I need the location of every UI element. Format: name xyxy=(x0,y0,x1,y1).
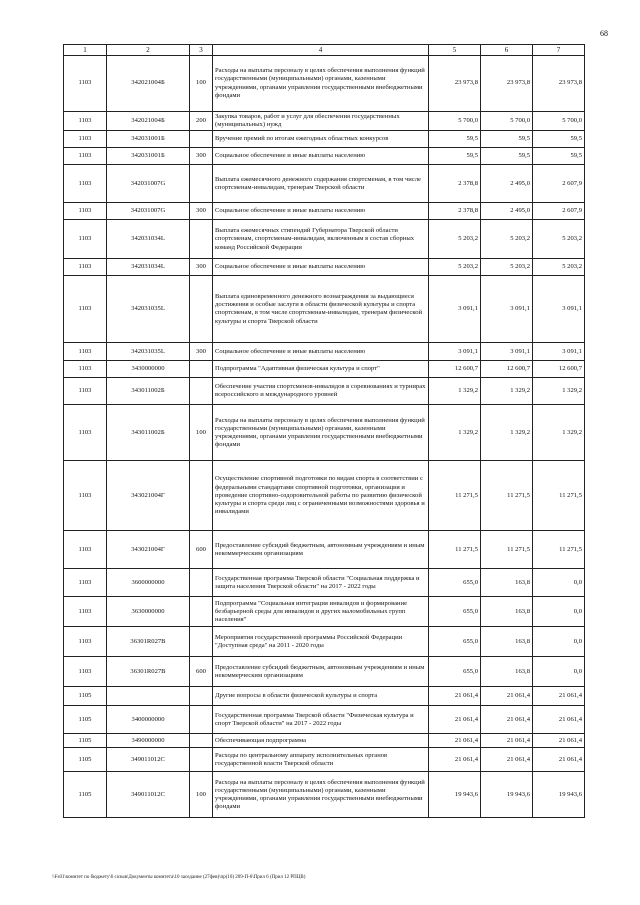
expense-type-cell xyxy=(190,378,213,405)
item-name-cell: Расходы по центральному аппарату исполнительных органов государственной власти Тверской области xyxy=(213,748,429,772)
expense-type-cell xyxy=(190,597,213,627)
table-row xyxy=(64,461,585,531)
amount-col5-cell: 655,0 xyxy=(429,657,481,687)
item-name-cell: Расходы на выплаты персоналу в целях обеспечения выполнения функций государственными (муниципальными) органами, казенными учреждениями, органами управления государственными внебюджетными фондами xyxy=(213,405,429,461)
table-row xyxy=(64,259,585,276)
section-cell: 1103 xyxy=(64,220,107,259)
article-cell: 36301R027В xyxy=(107,627,190,657)
article-cell: 3490000000 xyxy=(107,734,190,748)
table-row xyxy=(64,361,585,378)
article-cell: 36301R027В xyxy=(107,657,190,687)
column-header: 5 xyxy=(429,45,481,56)
page-number: 68 xyxy=(600,29,608,38)
amount-col5-cell: 2 378,8 xyxy=(429,203,481,220)
article-cell xyxy=(107,687,190,706)
amount-col7-cell: 21 061,4 xyxy=(533,734,585,748)
expense-type-cell: 300 xyxy=(190,343,213,361)
expense-type-cell xyxy=(190,627,213,657)
item-name-cell: Подпрограмма "Адаптивная физическая культура и спорт" xyxy=(213,361,429,378)
amount-col7-cell: 1 329,2 xyxy=(533,378,585,405)
amount-col7-cell: 59,5 xyxy=(533,148,585,165)
table-row xyxy=(64,203,585,220)
amount-col5-cell: 1 329,2 xyxy=(429,378,481,405)
amount-col6-cell: 23 973,8 xyxy=(481,56,533,112)
amount-col7-cell: 1 329,2 xyxy=(533,405,585,461)
amount-col7-cell: 0,0 xyxy=(533,597,585,627)
section-cell: 1103 xyxy=(64,165,107,203)
expense-type-cell xyxy=(190,687,213,706)
expense-type-cell xyxy=(190,461,213,531)
amount-col7-cell: 11 271,5 xyxy=(533,461,585,531)
expense-type-cell: 300 xyxy=(190,203,213,220)
item-name-cell: Предоставление субсидий бюджетным, автономным учреждениям и иным некоммерческим организациям xyxy=(213,531,429,569)
table-row xyxy=(64,597,585,627)
article-cell: 343011002Б xyxy=(107,405,190,461)
section-cell: 1103 xyxy=(64,112,107,131)
amount-col7-cell: 23 973,8 xyxy=(533,56,585,112)
article-cell: 3430000000 xyxy=(107,361,190,378)
table-row xyxy=(64,343,585,361)
amount-col6-cell: 1 329,2 xyxy=(481,405,533,461)
amount-col7-cell: 19 943,6 xyxy=(533,772,585,818)
section-cell: 1103 xyxy=(64,148,107,165)
amount-col5-cell: 5 203,2 xyxy=(429,259,481,276)
article-cell: 343021004Г xyxy=(107,461,190,531)
expense-type-cell xyxy=(190,361,213,378)
article-cell: 349011012С xyxy=(107,772,190,818)
amount-col5-cell: 655,0 xyxy=(429,627,481,657)
expense-type-cell xyxy=(190,220,213,259)
amount-col7-cell: 21 061,4 xyxy=(533,687,585,706)
section-cell: 1103 xyxy=(64,259,107,276)
expense-type-cell: 300 xyxy=(190,259,213,276)
amount-col6-cell: 11 271,5 xyxy=(481,461,533,531)
amount-col6-cell: 19 943,6 xyxy=(481,772,533,818)
table-row xyxy=(64,687,585,706)
amount-col5-cell: 21 061,4 xyxy=(429,748,481,772)
article-cell: 342021004Б xyxy=(107,112,190,131)
item-name-cell: Социальное обеспечение и иные выплаты населению xyxy=(213,148,429,165)
expense-type-cell xyxy=(190,165,213,203)
expense-type-cell: 100 xyxy=(190,772,213,818)
amount-col6-cell: 12 600,7 xyxy=(481,361,533,378)
article-cell: 343021004Г xyxy=(107,531,190,569)
section-cell: 1105 xyxy=(64,734,107,748)
expense-type-cell xyxy=(190,734,213,748)
amount-col6-cell: 1 329,2 xyxy=(481,378,533,405)
amount-col7-cell: 11 271,5 xyxy=(533,531,585,569)
amount-col6-cell: 2 495,0 xyxy=(481,165,533,203)
amount-col7-cell: 5 700,0 xyxy=(533,112,585,131)
table-row xyxy=(64,112,585,131)
section-cell: 1103 xyxy=(64,56,107,112)
expense-type-cell xyxy=(190,569,213,597)
amount-col5-cell: 21 061,4 xyxy=(429,706,481,734)
article-cell: 342031034L xyxy=(107,220,190,259)
amount-col6-cell: 5 203,2 xyxy=(481,220,533,259)
table-row xyxy=(64,56,585,112)
amount-col6-cell: 163,8 xyxy=(481,657,533,687)
amount-col6-cell: 5 203,2 xyxy=(481,259,533,276)
section-cell: 1103 xyxy=(64,405,107,461)
item-name-cell: Расходы на выплаты персоналу в целях обеспечения выполнения функций государственными (муниципальными) органами, казенными учреждениями, органами управления государственными внебюджетными фондами xyxy=(213,772,429,818)
table-row xyxy=(64,706,585,734)
item-name-cell: Социальное обеспечение и иные выплаты населению xyxy=(213,259,429,276)
table-row xyxy=(64,405,585,461)
amount-col7-cell: 21 061,4 xyxy=(533,706,585,734)
amount-col6-cell: 163,8 xyxy=(481,627,533,657)
budget-table xyxy=(63,44,585,818)
article-cell: 342031001Б xyxy=(107,148,190,165)
article-cell: 3600000000 xyxy=(107,569,190,597)
amount-col6-cell: 3 091,1 xyxy=(481,343,533,361)
amount-col5-cell: 21 061,4 xyxy=(429,734,481,748)
amount-col5-cell: 3 091,1 xyxy=(429,276,481,343)
article-cell: 3400000000 xyxy=(107,706,190,734)
amount-col7-cell: 3 091,1 xyxy=(533,343,585,361)
item-name-cell: Обеспечение участия спортсменов-инвалидов в соревнованиях и турнирах всероссийского и международного уровней xyxy=(213,378,429,405)
column-header: 2 xyxy=(107,45,190,56)
section-cell: 1105 xyxy=(64,706,107,734)
expense-type-cell: 600 xyxy=(190,531,213,569)
item-name-cell: Мероприятия государственной программы Российской Федерации "Доступная среда" на 2011 - 2020 годы xyxy=(213,627,429,657)
section-cell: 1103 xyxy=(64,569,107,597)
expense-type-cell: 100 xyxy=(190,56,213,112)
article-cell: 349011012С xyxy=(107,748,190,772)
article-cell: 3630000000 xyxy=(107,597,190,627)
item-name-cell: Осуществление спортивной подготовки по видам спорта в соответствии с федеральными стандартами спортивной подготовки, организация и проведение спортивно-оздоровительной работы по развитию физической культуры и спорта среди лиц с ограниченными возможностями здоровья и инвалидами xyxy=(213,461,429,531)
amount-col6-cell: 163,8 xyxy=(481,569,533,597)
section-cell: 1105 xyxy=(64,772,107,818)
section-cell: 1103 xyxy=(64,531,107,569)
item-name-cell: Подпрограмма "Социальная интеграция инвалидов и формирование безбарьерной среды для инвалидов и других маломобильных групп населения" xyxy=(213,597,429,627)
amount-col5-cell: 23 973,8 xyxy=(429,56,481,112)
section-cell: 1103 xyxy=(64,343,107,361)
amount-col7-cell: 2 607,9 xyxy=(533,165,585,203)
item-name-cell: Государственная программа Тверской области "Физическая культура и спорт Тверской области" на 2017 - 2022 годы xyxy=(213,706,429,734)
amount-col6-cell: 5 700,0 xyxy=(481,112,533,131)
expense-type-cell: 100 xyxy=(190,405,213,461)
table-row xyxy=(64,772,585,818)
file-path-footer: \\Fs01\комитет по бюджету\6 созыв\Документы комитета\10 заседание (27фев)\пр(10) 209-П-6\Прил 6 (Прил 12 РПЦВ) xyxy=(52,875,306,880)
table-row xyxy=(64,378,585,405)
expense-type-cell: 600 xyxy=(190,657,213,687)
amount-col6-cell: 2 495,0 xyxy=(481,203,533,220)
section-cell: 1103 xyxy=(64,627,107,657)
table-row xyxy=(64,220,585,259)
section-cell: 1103 xyxy=(64,361,107,378)
article-cell: 342031035L xyxy=(107,276,190,343)
amount-col6-cell: 59,5 xyxy=(481,148,533,165)
item-name-cell: Социальное обеспечение и иные выплаты населению xyxy=(213,203,429,220)
amount-col5-cell: 1 329,2 xyxy=(429,405,481,461)
section-cell: 1105 xyxy=(64,748,107,772)
expense-type-cell: 300 xyxy=(190,148,213,165)
amount-col5-cell: 655,0 xyxy=(429,569,481,597)
section-cell: 1103 xyxy=(64,276,107,343)
section-cell: 1103 xyxy=(64,203,107,220)
amount-col5-cell: 2 378,8 xyxy=(429,165,481,203)
amount-col5-cell: 59,5 xyxy=(429,148,481,165)
amount-col6-cell: 163,8 xyxy=(481,597,533,627)
column-header: 4 xyxy=(213,45,429,56)
table-row xyxy=(64,165,585,203)
expense-type-cell xyxy=(190,276,213,343)
table-row xyxy=(64,734,585,748)
amount-col6-cell: 59,5 xyxy=(481,131,533,148)
amount-col7-cell: 5 203,2 xyxy=(533,220,585,259)
column-header: 6 xyxy=(481,45,533,56)
amount-col5-cell: 5 700,0 xyxy=(429,112,481,131)
amount-col6-cell: 3 091,1 xyxy=(481,276,533,343)
table-row xyxy=(64,148,585,165)
amount-col6-cell: 21 061,4 xyxy=(481,706,533,734)
item-name-cell: Другие вопросы в области физической культуры и спорта xyxy=(213,687,429,706)
amount-col7-cell: 0,0 xyxy=(533,627,585,657)
amount-col5-cell: 5 203,2 xyxy=(429,220,481,259)
item-name-cell: Выплата ежемесячных стипендий Губернатора Тверской области спортсменам, спортсменам-инвалидам, включенным в состав сборных команд Российской Федерации xyxy=(213,220,429,259)
article-cell: 342031007G xyxy=(107,203,190,220)
article-cell: 342031001Б xyxy=(107,131,190,148)
section-cell: 1103 xyxy=(64,597,107,627)
item-name-cell: Выплата ежемесячного денежного содержания спортсменам, в том числе спортсменам-инвалидам, тренерам Тверской области xyxy=(213,165,429,203)
table-row xyxy=(64,627,585,657)
table-row xyxy=(64,131,585,148)
amount-col7-cell: 3 091,1 xyxy=(533,276,585,343)
item-name-cell: Социальное обеспечение и иные выплаты населению xyxy=(213,343,429,361)
amount-col5-cell: 59,5 xyxy=(429,131,481,148)
section-cell: 1103 xyxy=(64,131,107,148)
amount-col7-cell: 0,0 xyxy=(533,569,585,597)
article-cell: 342031035L xyxy=(107,343,190,361)
amount-col5-cell: 11 271,5 xyxy=(429,531,481,569)
amount-col7-cell: 5 203,2 xyxy=(533,259,585,276)
item-name-cell: Закупка товаров, работ и услуг для обеспечения государственных (муниципальных) нужд xyxy=(213,112,429,131)
table-row xyxy=(64,276,585,343)
expense-type-cell xyxy=(190,131,213,148)
article-cell: 342031034L xyxy=(107,259,190,276)
item-name-cell: Государственная программа Тверской области "Социальная поддержка и защита населения Тверской области" на 2017 - 2022 годы xyxy=(213,569,429,597)
table-row xyxy=(64,569,585,597)
section-cell: 1103 xyxy=(64,378,107,405)
section-cell: 1103 xyxy=(64,461,107,531)
expense-type-cell xyxy=(190,706,213,734)
amount-col5-cell: 3 091,1 xyxy=(429,343,481,361)
table-body xyxy=(64,56,585,818)
amount-col6-cell: 21 061,4 xyxy=(481,687,533,706)
amount-col5-cell: 21 061,4 xyxy=(429,687,481,706)
item-name-cell: Обеспечивающая подпрограмма xyxy=(213,734,429,748)
article-cell: 342021004Б xyxy=(107,56,190,112)
item-name-cell: Выплата единовременного денежного вознаграждения за выдающиеся достижения и особые заслуги в области физической культуры и спорта спортсменам, в том числе спортсменам-инвалидам, тренерам физической культуры и спорта Тверской области xyxy=(213,276,429,343)
amount-col5-cell: 11 271,5 xyxy=(429,461,481,531)
table-row xyxy=(64,657,585,687)
amount-col7-cell: 59,5 xyxy=(533,131,585,148)
item-name-cell: Предоставление субсидий бюджетным, автономным учреждениям и иным некоммерческим организациям xyxy=(213,657,429,687)
column-header: 3 xyxy=(190,45,213,56)
article-cell: 343011002Б xyxy=(107,378,190,405)
amount-col7-cell: 0,0 xyxy=(533,657,585,687)
column-header: 7 xyxy=(533,45,585,56)
column-number-row xyxy=(64,45,585,56)
expense-type-cell xyxy=(190,748,213,772)
amount-col7-cell: 2 607,9 xyxy=(533,203,585,220)
section-cell: 1103 xyxy=(64,657,107,687)
expense-type-cell: 200 xyxy=(190,112,213,131)
item-name-cell: Расходы на выплаты персоналу в целях обеспечения выполнения функций государственными (муниципальными) органами, казенными учреждениями, органами управления государственными внебюджетными фондами xyxy=(213,56,429,112)
amount-col5-cell: 19 943,6 xyxy=(429,772,481,818)
table-row xyxy=(64,748,585,772)
amount-col6-cell: 21 061,4 xyxy=(481,748,533,772)
amount-col5-cell: 655,0 xyxy=(429,597,481,627)
amount-col5-cell: 12 600,7 xyxy=(429,361,481,378)
item-name-cell: Вручение премий по итогам ежегодных областных конкурсов xyxy=(213,131,429,148)
amount-col7-cell: 12 600,7 xyxy=(533,361,585,378)
table-row xyxy=(64,531,585,569)
article-cell: 342031007G xyxy=(107,165,190,203)
amount-col6-cell: 21 061,4 xyxy=(481,734,533,748)
section-cell: 1105 xyxy=(64,687,107,706)
amount-col6-cell: 11 271,5 xyxy=(481,531,533,569)
column-header: 1 xyxy=(64,45,107,56)
amount-col7-cell: 21 061,4 xyxy=(533,748,585,772)
